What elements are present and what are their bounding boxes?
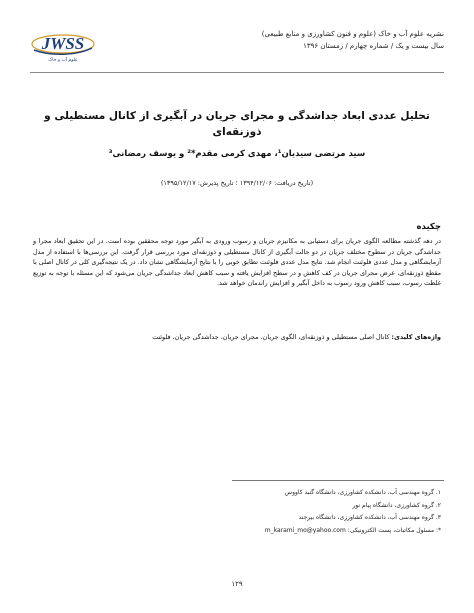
journal-logo	[30, 26, 96, 64]
footnote-2: ۲. گروه کشاورزی، دانشگاه پیام نور	[352, 501, 441, 509]
keywords-list: کانال اصلی مستطیلی و ذوزنقه‌ای، الگوی جریان، مجرای جریان، جداشدگی جریان، فلوئنت	[152, 333, 390, 341]
abstract-text: در دهه گذشته مطالعه الگوی جریان برای دستیابی به مکانیزم جریان و رسوب ورودی به آبگیر مورد توجه محققین بوده است. در این تحقیق ابعاد مجرا و جداشدگی جریان در سطوح مختلف جریان در دو حالت آبگیری از کانال مستطیلی و ذوزنقه‌ای مورد بررسی قرار گرفت. این بررسی‌ها با استفاده از مدل آزمایشگاهی و مدل عددی فلوئنت انجام شد. نتایج مدل عددی فلوئنت تطابق خوبی را با نتایج آزمایشگاهی نشان داد. در یک نتیجه‌گیری کلی در کانال اصلی با مقطع ذوزنقه‌ای، عرض مجرای جریان در کف کاهش و در سطح افزایش یافته و سبب کاهش ابعاد جداشدگی جریان می‌شود که این مسئله با توجه به توزیع غلظت رسوب، سبب کاهش ورود رسوب به داخل آبگیر و افزایش راندمان خواهد شد.	[33, 237, 441, 287]
footnote-divider	[232, 480, 444, 481]
journal-info	[262, 28, 444, 52]
footnote-3: ۳. گروه مهندسی آب، دانشکده کشاورزی، دانشگاه بیرجند	[298, 514, 441, 522]
article-title: تحلیل عددی ابعاد جداشدگی و مجرای جریان در آبگیری از کانال مستطیلی و ذوزنقه‌ای	[44, 110, 430, 138]
footnote-1: ۱. گروه مهندسی آب، دانشکده کشاورزی، دانشگاه گنبد کاووس	[284, 489, 441, 496]
keywords-label: واژه‌های کلیدی:	[391, 333, 441, 341]
footnotes	[181, 487, 441, 537]
article-dates: (تاریخ دریافت: ۱۳۹۴/۱۲/۰۶ ؛ تاریخ پذیرش: ۱۳۹۵/۱۲/۱۷)	[160, 179, 314, 187]
keywords	[33, 332, 441, 343]
abstract-heading: چکیده	[416, 222, 441, 232]
journal-name: نشریه علوم آب و خاک (علوم و فنون کشاورزی و منابع طبیعی)	[261, 30, 444, 38]
logo-wordmark: JWSS	[41, 34, 85, 53]
article-authors: سید مرتضی سیدیان¹، مهدی کرمی مقدم*² و یوسف رمضانی³	[108, 149, 366, 159]
journal-issue: سال بیست و یک / شماره چهارم / زمستان ۱۳۹۶	[303, 42, 444, 50]
footnote-corresponding: *: مسئول مکاتبات، پست الکترونیکی: m_karami_mo@yahoo.com	[264, 526, 441, 534]
journal-header	[30, 26, 444, 66]
logo-subtext: علوم آب و خاک	[48, 58, 78, 63]
header-divider	[30, 72, 444, 73]
page-number: ۱۲۹	[231, 580, 243, 588]
